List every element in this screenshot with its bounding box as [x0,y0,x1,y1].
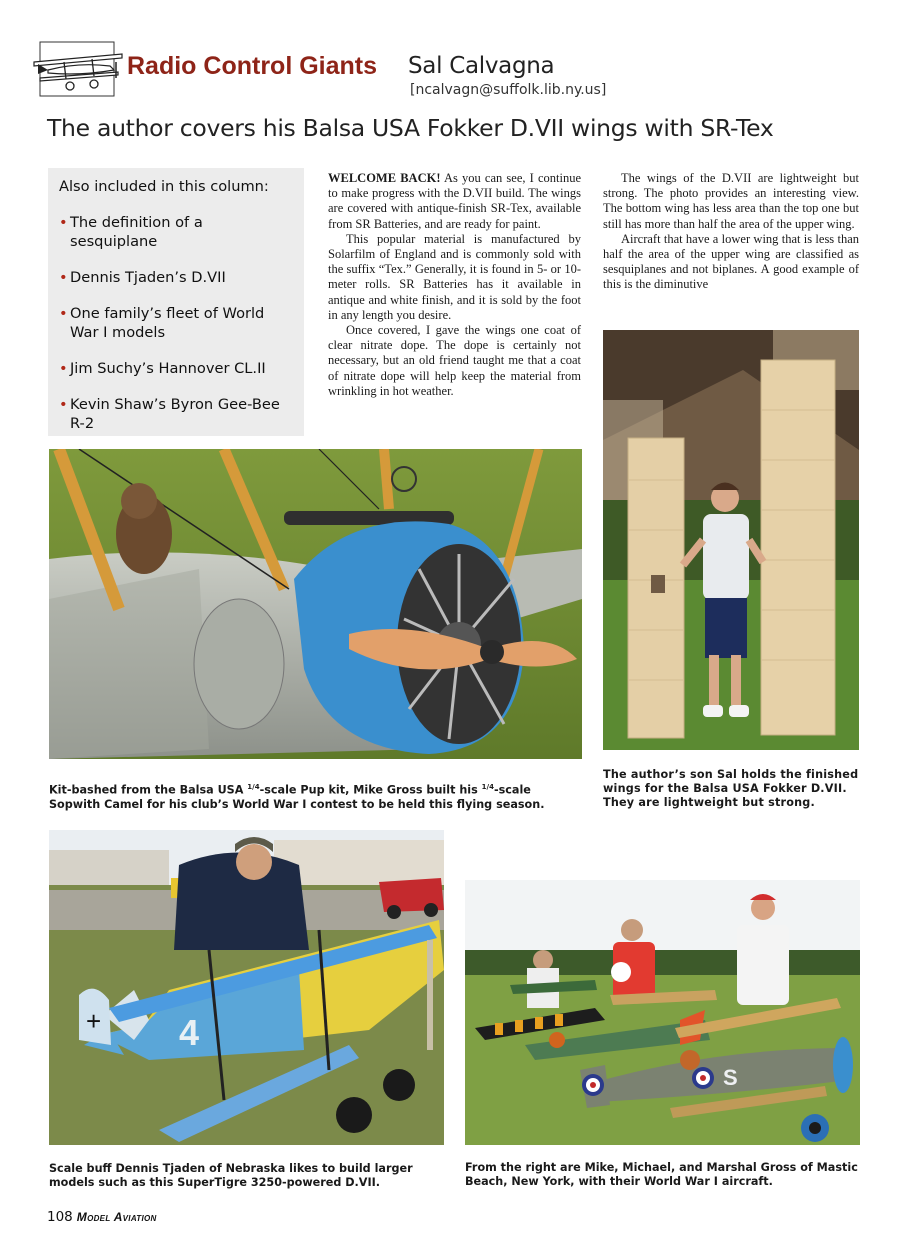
sidebar-item [59,304,294,342]
caption-wings: The author’s son Sal holds the finished wings for the Balsa USA Fokker D.VII. They are lightweight but strong. [603,768,859,810]
article-paragraph: Aircraft that have a lower wing that is less than half the area of the upper wing are classified as sesquiplanes and not biplanes. A good example of this is the diminutive [603,231,859,292]
sidebar-list [59,213,294,433]
bullet-icon: • [59,360,68,377]
sidebar-box [48,168,304,436]
caption-dvii: Scale buff Dennis Tjaden of Nebraska likes to build larger models such as this SuperTigre 3250-powered D.VII. [49,1162,413,1190]
caption-sopwith-camel: Kit-bashed from the Balsa USA $^{1/4}$-scale Pup kit, Mike Gross built his $^{1/4}$-scale Sopwith Camel for his club’s World War I contest to be held this flying season. [49,783,545,811]
bullet-icon: • [59,214,68,231]
photo-gross-family-fleet [465,880,860,1145]
photo-tjaden-dvii [49,830,444,1145]
article-paragraph: The wings of the D.VII are lightweight but strong. The photo provides an interesting view. The bottom wing has less area than the top one but still has more than half the area of the upper wing. [603,171,859,231]
article-paragraph: Once covered, I gave the wings one coat of clear nitrate dope. The dope is certainly not necessary, but an old friend taught me that a coat of nitrate dope will help keep the material from wrinkling in hot weather. [328,323,581,398]
magazine-name: Model Aviation [76,1210,157,1224]
sidebar-item-label: The definition of a sesquiplane [70,214,203,250]
sidebar-item-label: Dennis Tjaden’s D.VII [70,269,226,286]
article-paragraph: WELCOME BACK! As you can see, I continue to make progress with the D.VII build. The wings are covered with antique-finish SR-Tex, available from SR Batteries, and are ready for paint. [328,171,581,231]
bullet-icon: • [59,269,68,286]
sidebar-item [59,359,294,378]
page-number: 108 [47,1209,73,1225]
dvii-fuselage-marking: 4 [179,1012,200,1053]
sidebar-item [59,395,294,433]
column-logo-biplane-icon [30,40,126,98]
fraction-one-quarter: 1/4 [481,783,494,791]
svg-text:+: + [86,1006,102,1036]
sidebar-item [59,213,294,251]
sidebar-item-label: Jim Suchy’s Hannover CL.II [70,360,266,377]
sidebar-item [59,268,294,287]
family-fuselage-marking: S [723,1065,738,1090]
bullet-icon: • [59,305,68,322]
article-column-middle [328,171,581,399]
photo-wings-held-by-son [603,330,859,750]
photo-sopwith-camel [49,449,582,759]
bullet-icon: • [59,396,68,413]
author-email[interactable]: [ncalvagn@suffolk.lib.ny.us] [410,82,607,98]
caption-family-fleet: From the right are Mike, Michael, and Marshal Gross of Mastic Beach, New York, with their World War I aircraft. [465,1161,858,1189]
section-title: Radio Control Giants [127,52,377,80]
page-footer [47,1208,157,1226]
article-paragraph: This popular material is manufactured by Solarfilm of England and is commonly sold with the suffix “Tex.” Generally, it is found in 5- or 10-meter rolls. SR Batteries has it available in antique and white finish, and it is sold by the foot in any length you desire. [328,231,581,322]
article-column-right [603,171,859,293]
sidebar-item-label: Kevin Shaw’s Byron Gee-Bee R-2 [70,396,280,432]
fraction-one-quarter: 1/4 [247,783,260,791]
headline: The author covers his Balsa USA Fokker D.VII wings with SR-Tex [47,114,774,142]
sidebar-intro: Also included in this column: [59,178,269,195]
article-lead: WELCOME BACK! [328,171,441,185]
author-name: Sal Calvagna [408,53,555,79]
sidebar-item-label: One family’s fleet of World War I models [70,305,265,341]
